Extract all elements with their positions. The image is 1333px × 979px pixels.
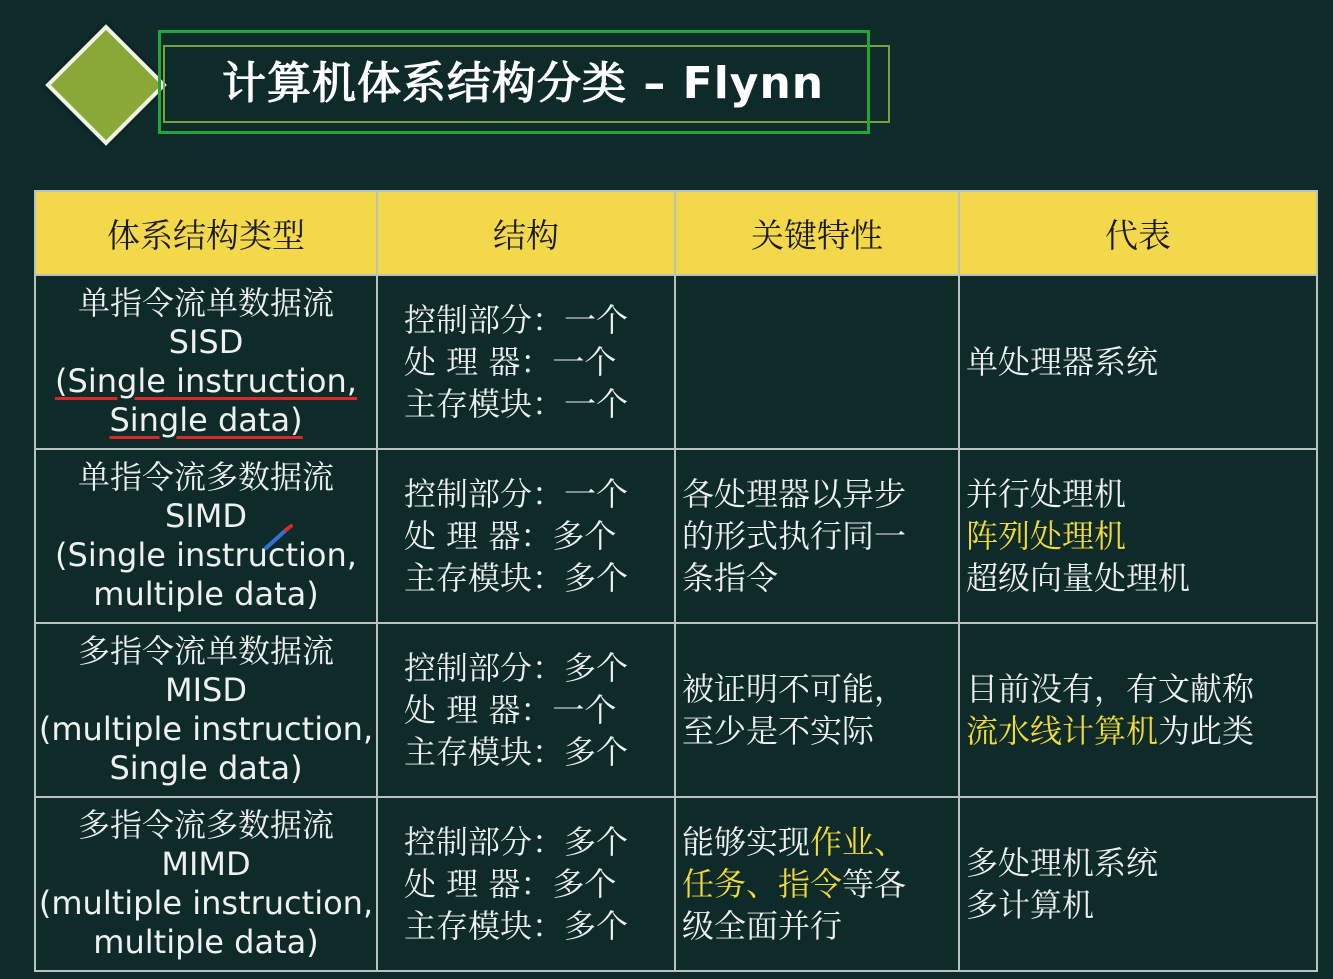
text-segment: 的形式执行同一 xyxy=(682,517,907,555)
feature-line xyxy=(682,515,958,557)
cell-representative xyxy=(959,449,1317,623)
slide-title: 计算机体系结构分类 – Flynn xyxy=(222,58,825,109)
flynn-classification-table xyxy=(34,190,1318,972)
table-row xyxy=(35,797,1317,971)
cell-representative xyxy=(959,275,1317,449)
feature-line xyxy=(682,710,958,752)
text-segment: 能够实现 xyxy=(682,823,811,861)
text-segment: 各处理器以异步 xyxy=(682,475,907,513)
cell-structure xyxy=(377,623,675,797)
type-line: Single data) xyxy=(109,401,303,439)
text-segment: 至少是不实际 xyxy=(682,712,875,750)
table-header-row xyxy=(35,191,1317,275)
type-line: multiple data) xyxy=(93,923,319,961)
type-line: SISD xyxy=(168,323,244,361)
highlighted-text: 任务、指令 xyxy=(682,865,843,903)
cell-type xyxy=(35,797,377,971)
header-structure: 结构 xyxy=(377,191,675,275)
type-line: 单指令流多数据流 xyxy=(77,458,334,496)
type-line: 单指令流单数据流 xyxy=(77,284,334,322)
structure-line: 控制部分：多个 xyxy=(404,823,629,861)
feature-line xyxy=(682,473,958,515)
cell-structure xyxy=(377,275,675,449)
representative-line xyxy=(966,515,1316,557)
cell-structure xyxy=(377,449,675,623)
representative-line xyxy=(966,710,1316,752)
header-feature: 关键特性 xyxy=(675,191,959,275)
cell-feature xyxy=(675,449,959,623)
type-line: MIMD xyxy=(161,845,251,883)
text-segment: 单处理器系统 xyxy=(966,343,1159,381)
representative-line xyxy=(966,842,1316,884)
structure-line: 主存模块：多个 xyxy=(404,559,629,597)
header-representative: 代表 xyxy=(959,191,1317,275)
cell-representative xyxy=(959,623,1317,797)
structure-line: 处 理 器：一个 xyxy=(404,343,617,381)
structure-line: 控制部分：一个 xyxy=(404,475,629,513)
structure-line: 主存模块：一个 xyxy=(404,385,629,423)
text-segment: 并行处理机 xyxy=(966,475,1127,513)
structure-line: 控制部分：多个 xyxy=(404,649,629,687)
type-line: 多指令流单数据流 xyxy=(77,632,334,670)
text-segment: 为此类 xyxy=(1158,712,1255,750)
cell-feature xyxy=(675,797,959,971)
table-row xyxy=(35,449,1317,623)
type-line: (multiple instruction, xyxy=(38,884,374,922)
feature-line xyxy=(682,863,958,905)
type-line: (Single instruction, xyxy=(55,362,357,400)
slide-title-area xyxy=(0,0,1333,170)
cell-type xyxy=(35,275,377,449)
structure-line: 主存模块：多个 xyxy=(404,733,629,771)
table-row xyxy=(35,623,1317,797)
cell-representative xyxy=(959,797,1317,971)
structure-line: 控制部分：一个 xyxy=(404,301,629,339)
text-segment: 条指令 xyxy=(682,559,779,597)
highlighted-text: 阵列处理机 xyxy=(966,517,1127,555)
representative-line xyxy=(966,341,1316,383)
header-type: 体系结构类型 xyxy=(35,191,377,275)
highlighted-text: 流水线计算机 xyxy=(966,712,1159,750)
type-line: (Single instruction, xyxy=(55,536,357,574)
cell-feature xyxy=(675,275,959,449)
structure-line: 处 理 器：多个 xyxy=(404,517,617,555)
type-line: (multiple instruction, xyxy=(38,710,374,748)
cell-structure xyxy=(377,797,675,971)
type-line: multiple data) xyxy=(93,575,319,613)
structure-line: 处 理 器：一个 xyxy=(404,691,617,729)
representative-line xyxy=(966,557,1316,599)
text-segment: 等各 xyxy=(842,865,907,903)
pen-cursor-icon xyxy=(262,522,296,552)
text-segment: 超级向量处理机 xyxy=(966,559,1191,597)
diamond-icon xyxy=(45,24,167,146)
text-segment: 多计算机 xyxy=(966,886,1095,924)
representative-line xyxy=(966,473,1316,515)
representative-line xyxy=(966,884,1316,926)
type-line: 多指令流多数据流 xyxy=(77,806,334,844)
text-segment: 被证明不可能， xyxy=(682,670,907,708)
feature-line xyxy=(682,905,958,947)
structure-line: 处 理 器：多个 xyxy=(404,865,617,903)
feature-line xyxy=(682,821,958,863)
text-segment: 多处理机系统 xyxy=(966,844,1159,882)
structure-line: 主存模块：多个 xyxy=(404,907,629,945)
text-segment: 级全面并行 xyxy=(682,907,843,945)
representative-line xyxy=(966,668,1316,710)
feature-line xyxy=(682,668,958,710)
feature-line xyxy=(682,557,958,599)
cell-type xyxy=(35,449,377,623)
type-line: Single data) xyxy=(109,749,303,787)
table-row xyxy=(35,275,1317,449)
cell-feature xyxy=(675,623,959,797)
type-line: SIMD xyxy=(165,497,247,535)
type-line: MISD xyxy=(165,671,247,709)
text-segment: 目前没有，有文献称 xyxy=(966,670,1255,708)
cell-type xyxy=(35,623,377,797)
highlighted-text: 作业、 xyxy=(810,823,907,861)
